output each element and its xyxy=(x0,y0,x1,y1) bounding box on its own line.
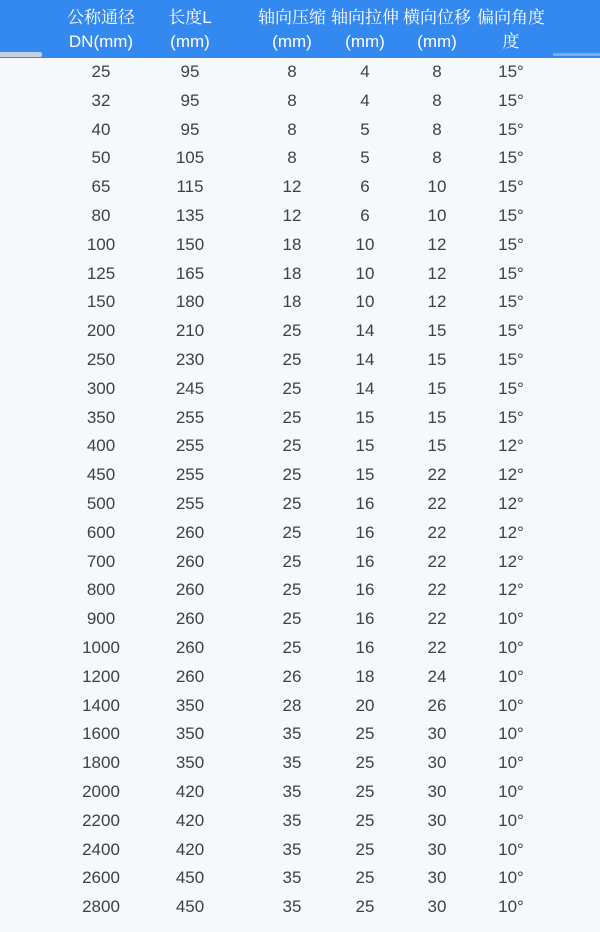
cell: 245 xyxy=(175,378,205,398)
cell: 25 xyxy=(282,378,302,398)
cell: 5 xyxy=(360,148,370,168)
cell: 10 xyxy=(427,205,447,225)
table-row xyxy=(0,461,600,490)
cell: 30 xyxy=(427,897,447,917)
cell: 255 xyxy=(175,493,205,513)
cell: 25 xyxy=(282,349,302,369)
cell: 8 xyxy=(287,62,297,81)
cell: 12° xyxy=(498,436,524,456)
cell: 25 xyxy=(355,839,375,859)
table-row xyxy=(0,807,600,836)
table-row xyxy=(0,288,600,317)
column-header-axial-extension xyxy=(331,5,399,54)
cell: 450 xyxy=(175,897,205,917)
table-row xyxy=(0,519,600,548)
table-row xyxy=(0,778,600,807)
cell: 12° xyxy=(498,551,524,571)
cell: 25 xyxy=(282,465,302,485)
cell: 25 xyxy=(282,522,302,542)
column-header-deflection-angle xyxy=(477,5,545,54)
cell: 8 xyxy=(287,119,297,139)
cell: 1400 xyxy=(82,695,120,715)
column-header-unit: (mm) xyxy=(272,32,312,51)
cell: 260 xyxy=(175,580,205,600)
table-row xyxy=(0,749,600,778)
cell: 450 xyxy=(175,868,205,888)
cell: 25 xyxy=(282,637,302,657)
table-body xyxy=(0,58,600,922)
cell: 12 xyxy=(282,205,302,225)
cell: 40 xyxy=(91,119,111,139)
cell: 150 xyxy=(175,234,205,254)
cell: 16 xyxy=(355,493,375,513)
cell: 15° xyxy=(498,292,524,312)
cell: 1200 xyxy=(82,666,120,686)
cell: 8 xyxy=(287,90,297,110)
cell: 1800 xyxy=(82,753,120,773)
cell: 8 xyxy=(287,148,297,168)
column-header-unit: (mm) xyxy=(417,32,457,51)
table-row xyxy=(0,375,600,404)
table-row xyxy=(0,231,600,260)
cell: 200 xyxy=(86,321,116,341)
table-row xyxy=(0,490,600,519)
cell: 260 xyxy=(175,637,205,657)
cell: 800 xyxy=(86,580,116,600)
cell: 22 xyxy=(427,522,447,542)
cell: 32 xyxy=(91,90,111,110)
cell: 12° xyxy=(498,465,524,485)
cell: 2600 xyxy=(82,868,120,888)
cell: 210 xyxy=(175,321,205,341)
cell: 900 xyxy=(86,609,116,629)
column-header-dn xyxy=(67,5,135,54)
cell: 12° xyxy=(498,580,524,600)
column-header-lateral-displacement xyxy=(403,5,471,54)
cell: 16 xyxy=(355,551,375,571)
cell: 2800 xyxy=(82,897,120,917)
column-header-label: 长度L xyxy=(168,8,212,27)
cell: 15° xyxy=(498,90,524,110)
cell: 12° xyxy=(498,493,524,513)
cell: 420 xyxy=(175,810,205,830)
cell: 400 xyxy=(86,436,116,456)
cell: 15 xyxy=(427,321,447,341)
column-header-label: 横向位移 xyxy=(403,8,471,27)
cell: 105 xyxy=(175,148,205,168)
cell: 80 xyxy=(91,205,111,225)
cell: 25 xyxy=(282,436,302,456)
column-header-unit: (mm) xyxy=(345,32,385,51)
table-row xyxy=(0,432,600,461)
table-row xyxy=(0,404,600,433)
cell: 18 xyxy=(282,292,302,312)
cell: 26 xyxy=(427,695,447,715)
cell: 22 xyxy=(427,580,447,600)
table-row xyxy=(0,605,600,634)
cell: 300 xyxy=(86,378,116,398)
cell: 10° xyxy=(498,839,524,859)
cell: 10° xyxy=(498,609,524,629)
cell: 14 xyxy=(355,321,375,341)
cell: 10 xyxy=(355,263,375,283)
cell: 10° xyxy=(498,753,524,773)
cell: 35 xyxy=(282,753,302,773)
cell: 255 xyxy=(175,436,205,456)
cell: 420 xyxy=(175,781,205,801)
cell: 30 xyxy=(427,839,447,859)
cell: 10 xyxy=(427,177,447,197)
cell: 16 xyxy=(355,637,375,657)
column-header-unit: 度 xyxy=(502,32,520,51)
cell: 12 xyxy=(282,177,302,197)
table-row xyxy=(0,634,600,663)
cell: 250 xyxy=(86,349,116,369)
cell: 25 xyxy=(282,493,302,513)
cell: 260 xyxy=(175,522,205,542)
cell: 15 xyxy=(355,465,375,485)
cell: 2400 xyxy=(82,839,120,859)
cell: 35 xyxy=(282,781,302,801)
cell: 10° xyxy=(498,666,524,686)
cell: 255 xyxy=(175,407,205,427)
table-row xyxy=(0,864,600,893)
cell: 10° xyxy=(498,724,524,744)
column-header-label: 偏向角度 xyxy=(477,8,545,27)
cell: 6 xyxy=(360,177,370,197)
table-row xyxy=(0,663,600,692)
table-row xyxy=(0,173,600,202)
cell: 10° xyxy=(498,868,524,888)
table-row xyxy=(0,692,600,721)
cell: 5 xyxy=(360,119,370,139)
cell: 25 xyxy=(355,781,375,801)
table-row xyxy=(0,720,600,749)
cell: 4 xyxy=(360,62,370,81)
cell: 8 xyxy=(432,119,442,139)
cell: 30 xyxy=(427,724,447,744)
cell: 12° xyxy=(498,522,524,542)
cell: 260 xyxy=(175,609,205,629)
column-header-unit: (mm) xyxy=(170,32,210,51)
table-row xyxy=(0,116,600,145)
cell: 25 xyxy=(355,753,375,773)
cell: 15° xyxy=(498,177,524,197)
column-header-unit: DN(mm) xyxy=(68,32,134,51)
cell: 350 xyxy=(175,724,205,744)
cell: 95 xyxy=(180,90,200,110)
cell: 25 xyxy=(282,551,302,571)
cell: 16 xyxy=(355,522,375,542)
cell: 165 xyxy=(175,263,205,283)
cell: 18 xyxy=(282,263,302,283)
cell: 500 xyxy=(86,493,116,513)
cell: 15° xyxy=(498,119,524,139)
cell: 25 xyxy=(355,897,375,917)
cell: 22 xyxy=(427,465,447,485)
cell: 26 xyxy=(282,666,302,686)
table-row xyxy=(0,260,600,289)
cell: 10 xyxy=(355,292,375,312)
cell: 15° xyxy=(498,378,524,398)
cell: 125 xyxy=(86,263,116,283)
cell: 12 xyxy=(427,292,447,312)
cell: 12 xyxy=(427,234,447,254)
cell: 115 xyxy=(176,177,204,197)
cell: 22 xyxy=(427,493,447,513)
cell: 8 xyxy=(432,62,442,81)
table-row xyxy=(0,202,600,231)
scrollbar-track-segment xyxy=(553,53,600,56)
cell: 8 xyxy=(432,90,442,110)
cell: 14 xyxy=(355,349,375,369)
cell: 10° xyxy=(498,637,524,657)
cell: 15 xyxy=(427,378,447,398)
horizontal-scrollbar-thumb[interactable] xyxy=(0,52,42,57)
cell: 28 xyxy=(282,695,302,715)
cell: 10° xyxy=(498,897,524,917)
cell: 35 xyxy=(282,839,302,859)
cell: 15 xyxy=(355,436,375,456)
column-header-label: 公称通径 xyxy=(67,8,135,27)
cell: 230 xyxy=(175,349,205,369)
cell: 35 xyxy=(282,724,302,744)
cell: 420 xyxy=(175,839,205,859)
cell: 600 xyxy=(86,522,116,542)
cell: 30 xyxy=(427,868,447,888)
cell: 1000 xyxy=(82,637,120,657)
cell: 18 xyxy=(282,234,302,254)
cell: 15° xyxy=(498,407,524,427)
cell: 12 xyxy=(427,263,447,283)
cell: 15 xyxy=(427,407,447,427)
cell: 30 xyxy=(427,753,447,773)
cell: 15° xyxy=(498,205,524,225)
cell: 15° xyxy=(498,263,524,283)
cell: 15 xyxy=(355,407,375,427)
column-header-label: 轴向压缩 xyxy=(258,8,326,27)
cell: 8 xyxy=(432,148,442,168)
cell: 255 xyxy=(175,465,205,485)
cell: 25 xyxy=(91,62,111,81)
cell: 25 xyxy=(282,321,302,341)
cell: 22 xyxy=(427,609,447,629)
cell: 10 xyxy=(355,234,375,254)
cell: 10° xyxy=(498,810,524,830)
cell: 1600 xyxy=(82,724,120,744)
cell: 180 xyxy=(175,292,205,312)
cell: 18 xyxy=(355,666,375,686)
cell: 15° xyxy=(498,349,524,369)
table-row xyxy=(0,58,600,87)
cell: 22 xyxy=(427,637,447,657)
cell: 2000 xyxy=(82,781,120,801)
cell: 22 xyxy=(427,551,447,571)
cell: 6 xyxy=(360,205,370,225)
cell: 25 xyxy=(282,609,302,629)
cell: 15° xyxy=(498,62,524,81)
cell: 16 xyxy=(355,580,375,600)
cell: 24 xyxy=(427,666,447,686)
cell: 10° xyxy=(498,781,524,801)
cell: 100 xyxy=(86,234,116,254)
cell: 135 xyxy=(175,205,205,225)
cell: 95 xyxy=(180,119,200,139)
cell: 15° xyxy=(498,234,524,254)
table-row xyxy=(0,144,600,173)
cell: 35 xyxy=(282,810,302,830)
cell: 350 xyxy=(86,407,116,427)
cell: 150 xyxy=(86,292,116,312)
column-header-label: 轴向拉伸 xyxy=(331,8,399,27)
cell: 15 xyxy=(427,349,447,369)
cell: 2200 xyxy=(82,810,120,830)
cell: 15° xyxy=(498,148,524,168)
table-row xyxy=(0,87,600,116)
cell: 30 xyxy=(427,810,447,830)
cell: 260 xyxy=(175,666,205,686)
cell: 35 xyxy=(282,897,302,917)
table-row xyxy=(0,576,600,605)
cell: 450 xyxy=(86,465,116,485)
cell: 15° xyxy=(498,321,524,341)
table-row xyxy=(0,893,600,922)
table-header xyxy=(0,0,600,58)
cell: 15 xyxy=(427,436,447,456)
cell: 95 xyxy=(180,62,200,81)
cell: 25 xyxy=(355,868,375,888)
cell: 25 xyxy=(355,810,375,830)
table-row xyxy=(0,836,600,865)
cell: 14 xyxy=(355,378,375,398)
table-row xyxy=(0,317,600,346)
table-row xyxy=(0,346,600,375)
table-row xyxy=(0,548,600,577)
cell: 4 xyxy=(360,90,370,110)
cell: 260 xyxy=(175,551,205,571)
cell: 25 xyxy=(282,407,302,427)
cell: 16 xyxy=(355,609,375,629)
column-header-axial-compression xyxy=(258,5,326,54)
cell: 50 xyxy=(91,148,111,168)
cell: 30 xyxy=(427,781,447,801)
cell: 20 xyxy=(355,695,375,715)
cell: 350 xyxy=(175,695,205,715)
column-header-length xyxy=(168,5,211,54)
cell: 350 xyxy=(175,753,205,773)
cell: 10° xyxy=(498,695,524,715)
cell: 700 xyxy=(86,551,116,571)
cell: 25 xyxy=(282,580,302,600)
cell: 25 xyxy=(355,724,375,744)
cell: 35 xyxy=(282,868,302,888)
cell: 65 xyxy=(91,177,111,197)
